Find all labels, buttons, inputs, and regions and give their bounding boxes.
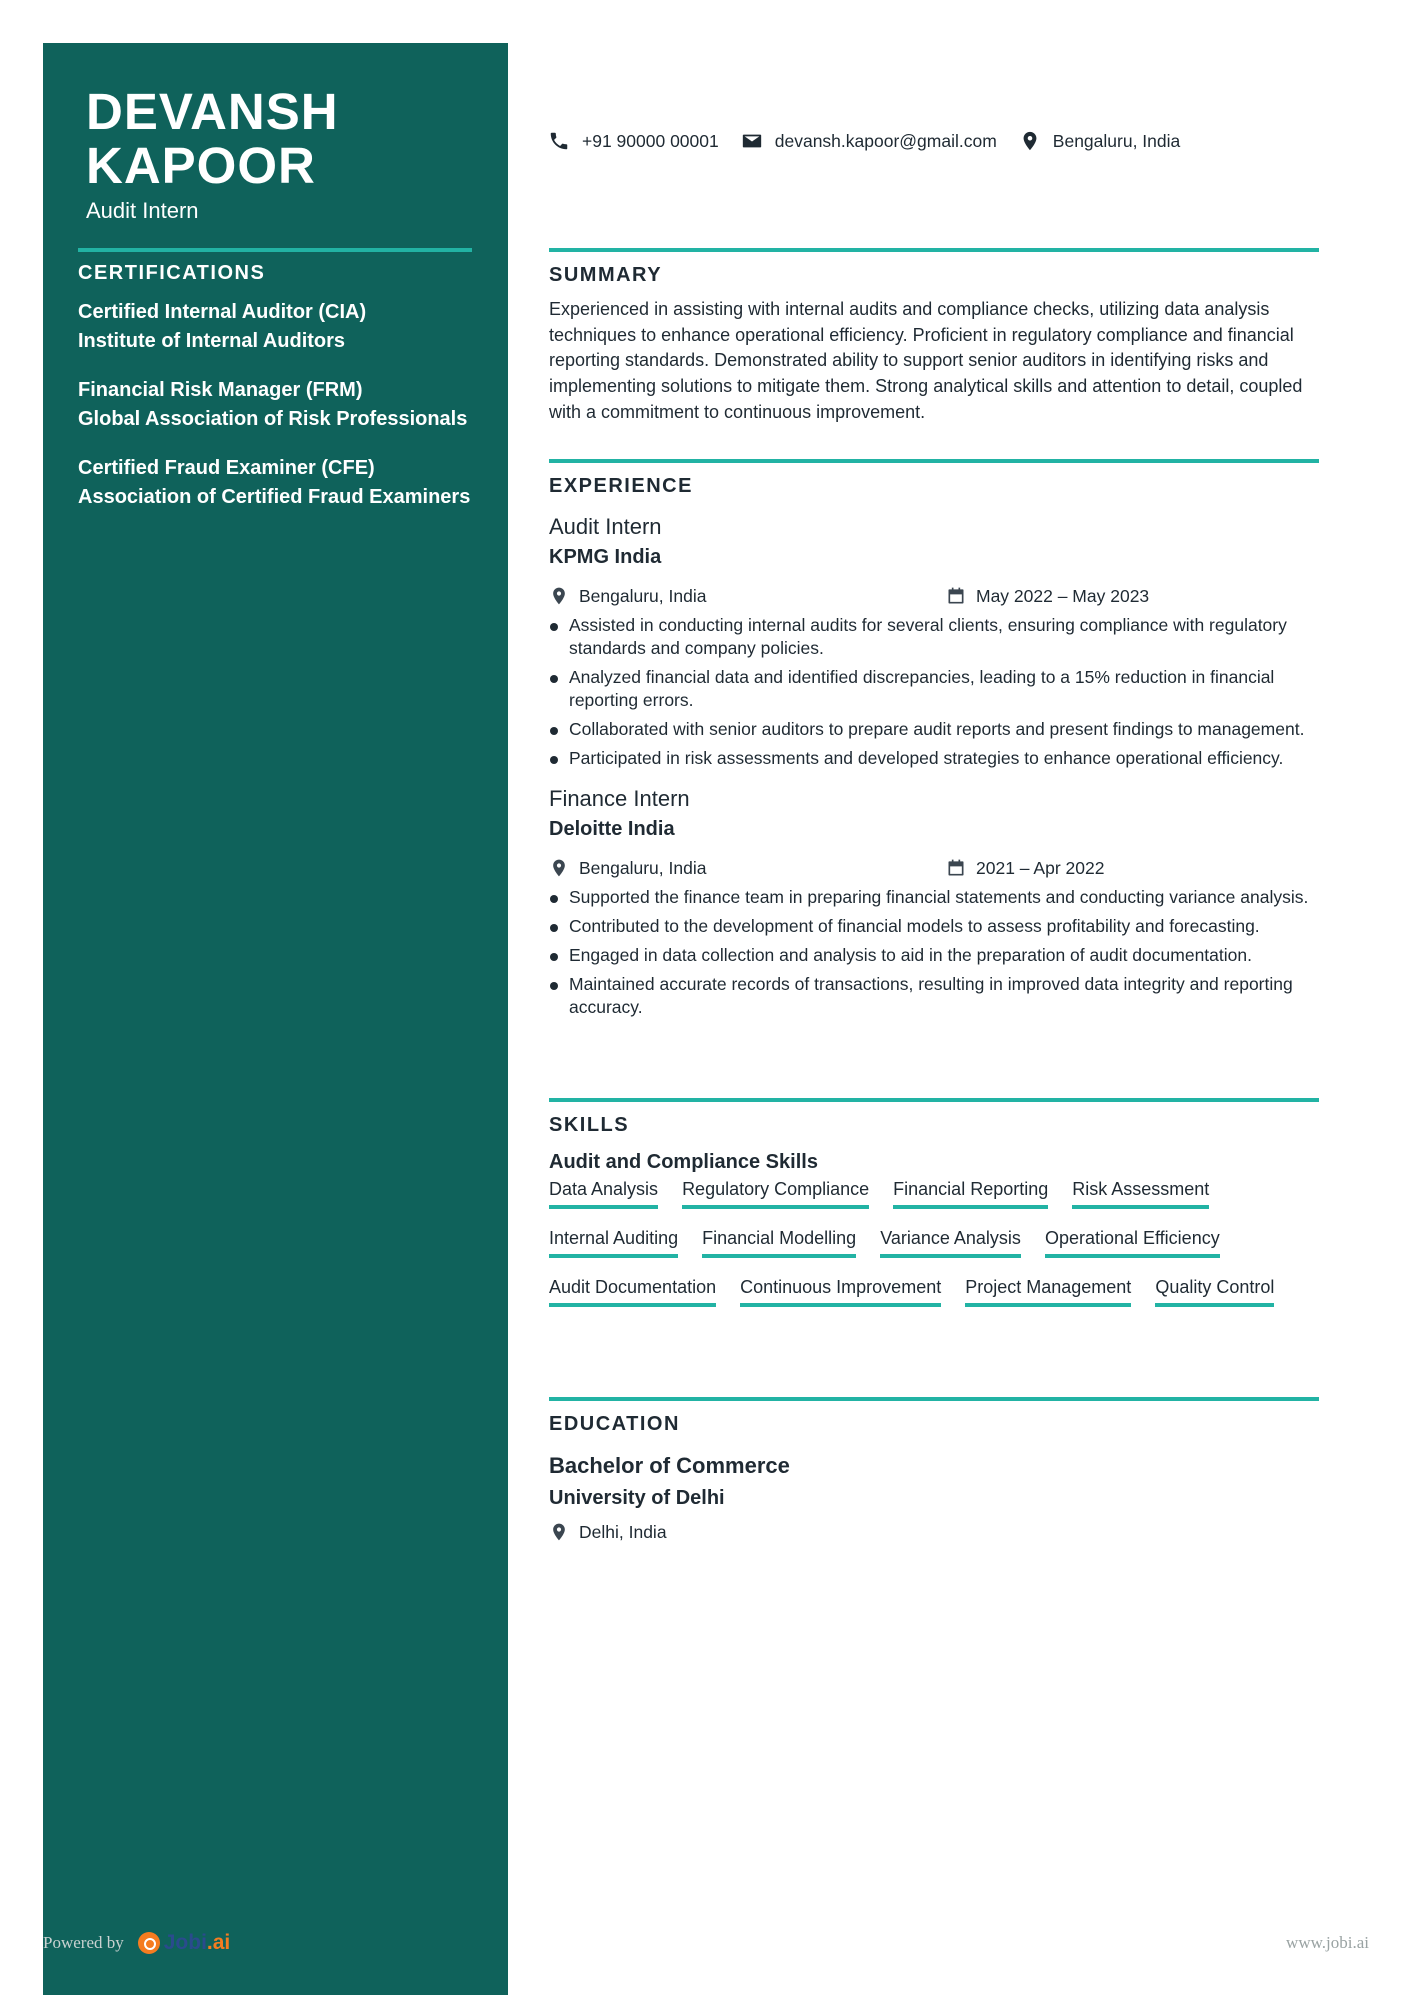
skill-chip: Internal Auditing — [549, 1227, 678, 1258]
certification-name: Certified Internal Auditor (CIA) — [78, 301, 367, 323]
candidate-role: Audit Intern — [86, 198, 199, 223]
job-bullets — [549, 886, 1319, 1019]
skill-chip: Continuous Improvement — [740, 1276, 941, 1307]
job-dates-text: 2021 – Apr 2022 — [976, 857, 1105, 878]
certification-item — [78, 454, 498, 512]
skill-chips — [549, 1178, 1329, 1325]
jobi-logo-text — [164, 1931, 231, 1955]
education-heading: EDUCATION — [549, 1413, 680, 1435]
skill-chip: Financial Reporting — [893, 1178, 1048, 1209]
map-pin-icon — [1019, 130, 1041, 152]
skill-chip: Project Management — [965, 1276, 1131, 1307]
education-section — [549, 1397, 1319, 1546]
certification-item — [78, 298, 498, 356]
skills-heading: SKILLS — [549, 1114, 630, 1136]
skill-chip: Quality Control — [1155, 1276, 1274, 1307]
location-text: Bengaluru, India — [1052, 130, 1181, 151]
job-company: Deloitte India — [549, 818, 675, 840]
job-dates — [946, 586, 1149, 607]
skills-section — [549, 1098, 1319, 1325]
education-degree: Bachelor of Commerce — [549, 1453, 790, 1478]
bullet-item: Contributed to the development of financial models to assess profitability and forecasting. — [549, 915, 1319, 938]
jobi-logo-icon — [138, 1932, 160, 1954]
job-entry — [549, 784, 1319, 1019]
skill-chip: Operational Efficiency — [1045, 1227, 1220, 1258]
skill-chip: Audit Documentation — [549, 1276, 716, 1307]
bullet-item: Collaborated with senior auditors to prepare audit reports and present findings to management. — [549, 718, 1319, 741]
job-dates-text: May 2022 – May 2023 — [976, 585, 1150, 606]
certifications-divider — [78, 248, 472, 252]
bullet-item: Maintained accurate records of transactions, resulting in improved data integrity and reporting accuracy. — [549, 973, 1319, 1019]
job-title: Audit Intern — [549, 514, 662, 539]
candidate-name — [86, 85, 339, 193]
skill-chip: Data Analysis — [549, 1178, 658, 1209]
skill-chip: Financial Modelling — [702, 1227, 856, 1258]
summary-heading: SUMMARY — [549, 264, 663, 286]
job-meta — [549, 854, 1319, 882]
calendar-icon — [946, 858, 966, 878]
bullet-item: Engaged in data collection and analysis to aid in the preparation of audit documentation. — [549, 944, 1319, 967]
email-text: devansh.kapoor@gmail.com — [774, 130, 997, 151]
envelope-icon — [741, 130, 763, 152]
experience-section — [549, 459, 1319, 1025]
phone-text: +91 90000 00001 — [582, 130, 719, 151]
job-entry — [549, 512, 1319, 770]
powered-by — [43, 1931, 230, 1955]
map-pin-icon — [549, 586, 569, 606]
job-location-text: Bengaluru, India — [579, 857, 707, 878]
logo-suffix: .ai — [206, 1931, 231, 1954]
certification-item — [78, 376, 498, 434]
certification-name: Financial Risk Manager (FRM) — [78, 379, 363, 401]
site-link[interactable]: www.jobi.ai — [1286, 1933, 1369, 1952]
certification-issuer: Association of Certified Fraud Examiners — [78, 486, 471, 508]
section-divider — [549, 1098, 1319, 1102]
experience-heading: EXPERIENCE — [549, 475, 693, 497]
section-divider — [549, 1397, 1319, 1401]
contact-phone[interactable] — [548, 130, 719, 152]
contact-bar — [548, 130, 1202, 152]
calendar-icon — [946, 586, 966, 606]
job-title: Finance Intern — [549, 786, 690, 811]
education-meta — [549, 1518, 1319, 1546]
map-pin-icon — [549, 1522, 569, 1542]
certification-name: Certified Fraud Examiner (CFE) — [78, 457, 375, 479]
education-location-text: Delhi, India — [579, 1521, 667, 1542]
job-meta — [549, 582, 1319, 610]
powered-by-label: Powered by — [43, 1933, 124, 1952]
skill-chip: Variance Analysis — [880, 1227, 1021, 1258]
first-name: DEVANSH — [86, 83, 339, 140]
education-school: University of Delhi — [549, 1487, 725, 1509]
summary-section — [549, 248, 1319, 426]
job-location — [549, 586, 946, 607]
section-divider — [549, 248, 1319, 252]
job-company: KPMG India — [549, 546, 662, 568]
bullet-item: Analyzed financial data and identified discrepancies, leading to a 15% reduction in financial reporting errors. — [549, 666, 1319, 712]
logo-main: Jobi — [163, 1931, 207, 1954]
certification-issuer: Global Association of Risk Professionals — [78, 408, 468, 430]
last-name: KAPOOR — [86, 137, 316, 194]
skill-chip: Regulatory Compliance — [682, 1178, 869, 1209]
job-bullets — [549, 614, 1319, 770]
skill-group-title: Audit and Compliance Skills — [549, 1151, 818, 1173]
job-dates — [946, 858, 1104, 879]
contact-email[interactable] — [741, 130, 997, 152]
certification-issuer: Institute of Internal Auditors — [78, 330, 346, 352]
job-location — [549, 858, 946, 879]
certifications-heading: CERTIFICATIONS — [78, 262, 266, 284]
skill-chip: Risk Assessment — [1072, 1178, 1209, 1209]
bullet-item: Participated in risk assessments and developed strategies to enhance operational efficiency. — [549, 747, 1319, 770]
certifications-list — [78, 298, 498, 532]
summary-text: Experienced in assisting with internal audits and compliance checks, utilizing data analysis techniques to enhance operational efficiency. Proficient in regulatory compliance and financial reporting standards. Demonstrated ability to support senior auditors in identifying risks and implementing solutions to mitigate them. Strong analytical skills and attention to detail, coupled with a commitment to continuous improvement. — [549, 299, 1303, 422]
phone-icon — [548, 130, 570, 152]
bullet-item: Supported the finance team in preparing financial statements and conducting variance analysis. — [549, 886, 1319, 909]
contact-location — [1019, 130, 1180, 152]
bullet-item: Assisted in conducting internal audits for several clients, ensuring compliance with regulatory standards and company policies. — [549, 614, 1319, 660]
job-location-text: Bengaluru, India — [579, 585, 707, 606]
jobi-logo[interactable] — [138, 1931, 231, 1955]
section-divider — [549, 459, 1319, 463]
education-location — [549, 1522, 946, 1543]
map-pin-icon — [549, 858, 569, 878]
